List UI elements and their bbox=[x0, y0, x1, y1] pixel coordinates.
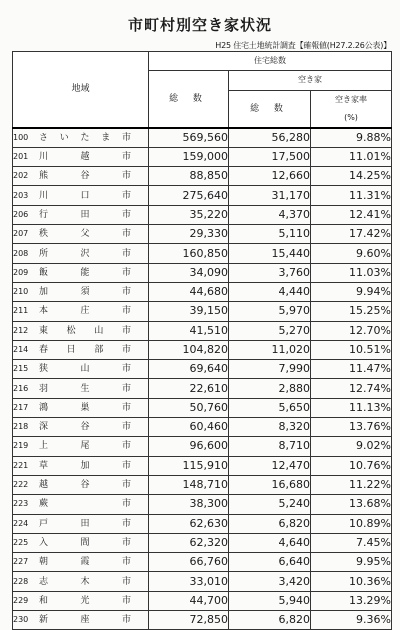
region-name: 入間市 bbox=[39, 537, 131, 548]
table-row bbox=[13, 514, 392, 533]
housing-total-cell: 33,010 bbox=[149, 572, 229, 591]
vacant-total-cell: 7,990 bbox=[229, 360, 311, 379]
vacancy-rate-cell: 15.25% bbox=[311, 302, 392, 321]
region-code: 203 bbox=[13, 190, 29, 200]
vacancy-rate-cell: 11.31% bbox=[311, 186, 392, 205]
region-cell bbox=[13, 263, 149, 282]
region-name: 川越市 bbox=[39, 152, 131, 163]
table-row bbox=[13, 225, 392, 244]
region-cell bbox=[13, 186, 149, 205]
region-cell bbox=[13, 282, 149, 301]
vacant-total-cell: 5,110 bbox=[229, 225, 311, 244]
vacant-total-cell: 4,370 bbox=[229, 205, 311, 224]
table-row bbox=[13, 147, 392, 166]
region-cell bbox=[13, 128, 149, 148]
region-cell bbox=[13, 456, 149, 475]
region-code: 219 bbox=[13, 441, 29, 451]
housing-total-cell: 38,300 bbox=[149, 495, 229, 514]
vacancy-rate-cell: 10.51% bbox=[311, 340, 392, 359]
region-code: 217 bbox=[13, 402, 29, 412]
vacant-total-cell: 31,170 bbox=[229, 186, 311, 205]
housing-total-cell: 275,640 bbox=[149, 186, 229, 205]
region-cell bbox=[13, 321, 149, 340]
table-row bbox=[13, 591, 392, 610]
vacancy-rate-cell: 10.36% bbox=[311, 572, 392, 591]
region-code: 223 bbox=[13, 499, 29, 509]
vacancy-rate-cell: 12.70% bbox=[311, 321, 392, 340]
region-name: 狭山市 bbox=[39, 364, 131, 375]
vacancy-rate-cell: 14.25% bbox=[311, 167, 392, 186]
vacant-total-cell: 6,820 bbox=[229, 514, 311, 533]
region-name: 草加市 bbox=[39, 460, 131, 471]
table-row bbox=[13, 495, 392, 514]
region-cell bbox=[13, 167, 149, 186]
region-code: 100 bbox=[13, 132, 29, 142]
housing-total-cell: 35,220 bbox=[149, 205, 229, 224]
page-title: 市町村別空き家状況 bbox=[127, 16, 272, 34]
vacant-total-cell: 12,660 bbox=[229, 167, 311, 186]
vacancy-rate-cell: 10.76% bbox=[311, 456, 392, 475]
region-name: 春日部市 bbox=[39, 345, 131, 355]
vacancy-rate-cell: 7.45% bbox=[311, 533, 392, 552]
table-row bbox=[13, 572, 392, 591]
region-name: 鴻巣市 bbox=[39, 402, 131, 413]
housing-total-cell: 160,850 bbox=[149, 244, 229, 263]
region-code: 209 bbox=[13, 267, 29, 277]
vacancy-rate-cell: 9.02% bbox=[311, 437, 392, 456]
vacant-total-cell: 8,710 bbox=[229, 437, 311, 456]
vacant-total-cell: 5,270 bbox=[229, 321, 311, 340]
vacancy-rate-cell: 9.60% bbox=[311, 244, 392, 263]
header-vacant-total: 総 数 bbox=[229, 90, 311, 128]
vacancy-rate-cell: 11.47% bbox=[311, 360, 392, 379]
region-cell bbox=[13, 147, 149, 166]
region-cell bbox=[13, 553, 149, 572]
vacant-total-cell: 5,970 bbox=[229, 302, 311, 321]
region-code: 230 bbox=[13, 615, 29, 625]
vacancy-rate-cell: 12.74% bbox=[311, 379, 392, 398]
region-cell bbox=[13, 302, 149, 321]
vacant-total-cell: 12,470 bbox=[229, 456, 311, 475]
housing-total-cell: 96,600 bbox=[149, 437, 229, 456]
housing-total-cell: 29,330 bbox=[149, 225, 229, 244]
region-name: 朝霞市 bbox=[39, 557, 131, 568]
vacancy-rate-cell: 13.68% bbox=[311, 495, 392, 514]
region-name: 東松山市 bbox=[39, 325, 131, 336]
housing-total-cell: 44,700 bbox=[149, 591, 229, 610]
region-cell bbox=[13, 495, 149, 514]
table-row bbox=[13, 302, 392, 321]
region-cell bbox=[13, 225, 149, 244]
source-note: H25 住宅土地統計調査【確報値(H27.2.26公表)】 bbox=[215, 41, 391, 50]
region-code: 210 bbox=[13, 287, 29, 297]
vacancy-rate-cell: 12.41% bbox=[311, 205, 392, 224]
table-row bbox=[13, 398, 392, 417]
table-row bbox=[13, 263, 392, 282]
region-code: 228 bbox=[13, 576, 29, 586]
vacancy-rate-cell: 9.88% bbox=[311, 128, 392, 148]
housing-total-cell: 88,850 bbox=[149, 167, 229, 186]
region-cell bbox=[13, 533, 149, 552]
vacant-total-cell: 3,760 bbox=[229, 263, 311, 282]
vacancy-rate-cell: 13.76% bbox=[311, 418, 392, 437]
housing-total-cell: 39,150 bbox=[149, 302, 229, 321]
region-name: 加須市 bbox=[39, 287, 131, 298]
region-code: 202 bbox=[13, 171, 29, 181]
region-name: 和光市 bbox=[39, 595, 131, 606]
region-cell bbox=[13, 611, 149, 630]
vacancy-rate-cell: 13.29% bbox=[311, 591, 392, 610]
region-code: 215 bbox=[13, 364, 29, 374]
region-cell bbox=[13, 398, 149, 417]
vacancy-rate-cell: 9.36% bbox=[311, 611, 392, 630]
region-cell bbox=[13, 591, 149, 610]
region-cell bbox=[13, 514, 149, 533]
region-code: 214 bbox=[13, 345, 29, 354]
region-name: 所沢市 bbox=[39, 248, 131, 259]
housing-total-cell: 69,640 bbox=[149, 360, 229, 379]
table-row bbox=[13, 244, 392, 263]
region-code: 224 bbox=[13, 518, 29, 528]
vacant-total-cell: 5,940 bbox=[229, 591, 311, 610]
region-name: 羽生市 bbox=[39, 383, 131, 394]
vacancy-rate-cell: 11.01% bbox=[311, 147, 392, 166]
vacancy-rate-cell: 11.22% bbox=[311, 475, 392, 494]
region-name: 本庄市 bbox=[39, 306, 131, 317]
vacancy-rate-cell: 9.95% bbox=[311, 553, 392, 572]
housing-total-cell: 60,460 bbox=[149, 418, 229, 437]
region-name: 熊谷市 bbox=[39, 171, 131, 182]
table-row bbox=[13, 418, 392, 437]
table-row bbox=[13, 205, 392, 224]
housing-total-cell: 159,000 bbox=[149, 147, 229, 166]
header-rate-unit: (%) bbox=[344, 112, 358, 122]
vacant-total-cell: 16,680 bbox=[229, 475, 311, 494]
region-code: 211 bbox=[13, 306, 29, 316]
housing-total-cell: 22,610 bbox=[149, 379, 229, 398]
region-name: さいたま市 bbox=[39, 132, 131, 143]
table-row bbox=[13, 186, 392, 205]
header-total: 総 数 bbox=[149, 71, 229, 128]
table-row bbox=[13, 611, 392, 630]
vacant-total-cell: 15,440 bbox=[229, 244, 311, 263]
header-region: 地域 bbox=[13, 52, 149, 128]
region-name: 飯能市 bbox=[39, 267, 131, 278]
housing-total-cell: 115,910 bbox=[149, 456, 229, 475]
region-name: 新座市 bbox=[39, 615, 131, 626]
vacant-total-cell: 3,420 bbox=[229, 572, 311, 591]
table-row bbox=[13, 128, 392, 148]
housing-total-cell: 148,710 bbox=[149, 475, 229, 494]
region-code: 229 bbox=[13, 595, 29, 605]
region-code: 216 bbox=[13, 383, 29, 393]
region-code: 225 bbox=[13, 537, 29, 547]
vacancy-rate-cell: 17.42% bbox=[311, 225, 392, 244]
region-cell bbox=[13, 244, 149, 263]
region-name: 戸田市 bbox=[39, 518, 131, 529]
vacant-total-cell: 5,650 bbox=[229, 398, 311, 417]
vacancy-rate-cell: 10.89% bbox=[311, 514, 392, 533]
header-housing-total: 住宅総数 bbox=[149, 52, 392, 71]
table-row bbox=[13, 282, 392, 301]
vacant-total-cell: 6,820 bbox=[229, 611, 311, 630]
table-row bbox=[13, 360, 392, 379]
vacancy-rate-cell: 11.03% bbox=[311, 263, 392, 282]
housing-total-cell: 41,510 bbox=[149, 321, 229, 340]
vacant-total-cell: 11,020 bbox=[229, 340, 311, 359]
vacant-total-cell: 8,320 bbox=[229, 418, 311, 437]
table-row bbox=[13, 437, 392, 456]
region-cell bbox=[13, 379, 149, 398]
vacant-total-cell: 5,240 bbox=[229, 495, 311, 514]
region-code: 218 bbox=[13, 422, 29, 432]
vacant-total-cell: 2,880 bbox=[229, 379, 311, 398]
housing-total-cell: 72,850 bbox=[149, 611, 229, 630]
table-row bbox=[13, 340, 392, 359]
table-row bbox=[13, 379, 392, 398]
region-name: 越谷市 bbox=[39, 480, 131, 491]
vacant-total-cell: 4,440 bbox=[229, 282, 311, 301]
region-code: 201 bbox=[13, 152, 29, 162]
table-row bbox=[13, 475, 392, 494]
region-cell bbox=[13, 340, 149, 359]
vacancy-table bbox=[12, 51, 392, 630]
vacancy-rate-cell: 9.94% bbox=[311, 282, 392, 301]
table-row bbox=[13, 321, 392, 340]
region-code: 212 bbox=[13, 325, 29, 335]
region-name: 深谷市 bbox=[39, 422, 131, 433]
housing-total-cell: 104,820 bbox=[149, 340, 229, 359]
housing-total-cell: 34,090 bbox=[149, 263, 229, 282]
region-name: 川口市 bbox=[39, 190, 131, 201]
header-vacant: 空き家 bbox=[229, 71, 392, 90]
region-code: 227 bbox=[13, 557, 29, 567]
region-cell bbox=[13, 475, 149, 494]
header-vacancy-rate bbox=[311, 90, 392, 128]
region-cell bbox=[13, 418, 149, 437]
table-row bbox=[13, 167, 392, 186]
region-code: 206 bbox=[13, 209, 29, 219]
vacant-total-cell: 4,640 bbox=[229, 533, 311, 552]
housing-total-cell: 569,560 bbox=[149, 128, 229, 148]
region-code: 221 bbox=[13, 460, 29, 470]
region-name: 行田市 bbox=[39, 209, 131, 220]
housing-total-cell: 44,680 bbox=[149, 282, 229, 301]
region-cell bbox=[13, 572, 149, 591]
region-name: 秩父市 bbox=[39, 229, 131, 240]
vacant-total-cell: 56,280 bbox=[229, 128, 311, 148]
region-code: 222 bbox=[13, 480, 29, 490]
region-code: 208 bbox=[13, 248, 29, 258]
region-code: 207 bbox=[13, 229, 29, 239]
vacant-total-cell: 17,500 bbox=[229, 147, 311, 166]
region-name: 蕨 市 bbox=[39, 499, 131, 510]
region-name: 上尾市 bbox=[39, 441, 131, 452]
housing-total-cell: 50,760 bbox=[149, 398, 229, 417]
table-row bbox=[13, 533, 392, 552]
housing-total-cell: 62,320 bbox=[149, 533, 229, 552]
region-name: 志木市 bbox=[39, 576, 131, 587]
housing-total-cell: 66,760 bbox=[149, 553, 229, 572]
table-row bbox=[13, 456, 392, 475]
housing-total-cell: 62,630 bbox=[149, 514, 229, 533]
vacancy-rate-cell: 11.13% bbox=[311, 398, 392, 417]
region-cell bbox=[13, 360, 149, 379]
table-row bbox=[13, 553, 392, 572]
region-cell bbox=[13, 205, 149, 224]
header-rate-label: 空き家率 bbox=[335, 94, 367, 104]
vacant-total-cell: 6,640 bbox=[229, 553, 311, 572]
region-cell bbox=[13, 437, 149, 456]
